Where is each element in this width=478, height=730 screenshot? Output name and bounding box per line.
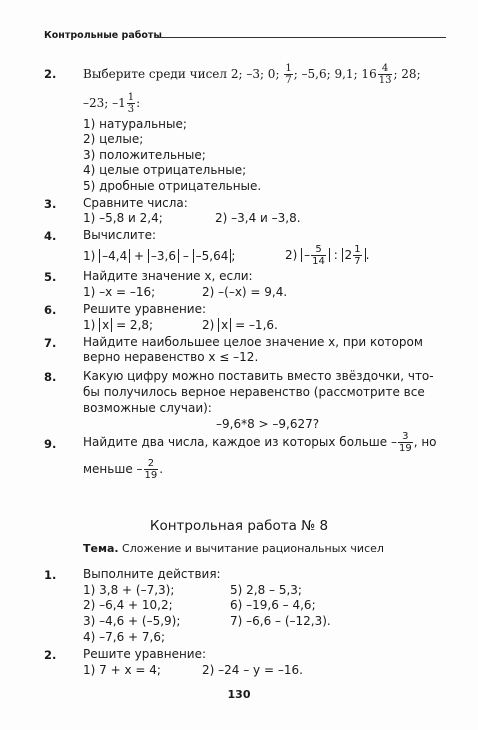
task-text: 6) –19,6 – 4,6;	[230, 598, 316, 612]
task-text: 1) –5,8 и 2,4;	[83, 211, 163, 225]
task-text: 2) –24 – y = –16.	[202, 663, 303, 677]
task-text: 2) –3,4 и –3,8.	[215, 211, 301, 225]
task-text: 2) – $\frac{5}{14}$ : 2 $\frac{1}{7}$ .	[285, 244, 370, 267]
task-text: 7) –6,6 – (–12,3).	[230, 614, 331, 628]
task-number: 6.	[44, 303, 57, 317]
task-text: Решите уравнение:	[83, 302, 207, 316]
task-text: Найдите значение x, если:	[83, 269, 253, 283]
task-text: 2) –(–x) = 9,4.	[202, 285, 288, 299]
fraction: $\frac{5}{14}$	[312, 244, 325, 267]
task-text: 1) 7 + x = 4;	[83, 663, 161, 677]
task-text: Решите уравнение:	[83, 647, 207, 661]
task-number: 2.	[44, 648, 57, 662]
task-number: 2.	[44, 67, 57, 81]
section-title: Контрольная работа № 8	[149, 518, 329, 534]
header-rule	[155, 37, 446, 38]
task-number: 9.	[44, 437, 57, 451]
option: 1) натуральные;	[83, 117, 187, 131]
task-number: 8.	[44, 370, 57, 384]
page-number: 130	[227, 688, 251, 701]
running-header: Контрольные работы	[44, 30, 163, 41]
option: 2) целые;	[83, 132, 144, 146]
fraction: $\frac{4}{13}$	[378, 63, 392, 86]
task-number: 5.	[44, 270, 57, 284]
task-text: Какую цифру можно поставить вместо звёздочки, что-	[83, 369, 434, 383]
fraction: $\frac{3}{19}$	[398, 431, 412, 454]
fraction: $\frac{1}{7}$	[354, 244, 361, 267]
task-text: меньше – $\frac{2}{19}$ .	[83, 458, 164, 481]
task-number: 7.	[44, 336, 57, 350]
option: 4) целые отрицательные;	[83, 163, 247, 177]
task-text: 1) x = 2,8;	[83, 318, 154, 332]
task-text: –23; –1 $\frac{1}{3}$ :	[83, 92, 141, 115]
task-text: 1) –4,4 + –3,6 – –5,64 ;	[83, 249, 236, 263]
task-text: Выполните действия:	[83, 567, 221, 581]
task-text: 5) 2,8 – 5,3;	[230, 583, 302, 597]
task-text: бы получилось верное неравенство (рассмотрите все	[83, 385, 425, 399]
task-text: Выберите среди чисел 2; –3; 0; $\frac{1}{7}$ ; –5,6; 9,1; 16 $\frac{4}{13}$ ; 28;	[83, 63, 421, 86]
task-text: 1) –x = –16;	[83, 285, 156, 299]
option: 5) дробные отрицательные.	[83, 179, 262, 193]
fraction: $\frac{1}{7}$	[285, 63, 292, 86]
section-topic: Тема. Сложение и вычитание рациональных чисел	[83, 542, 384, 555]
task-number: 4.	[44, 229, 57, 243]
task-text: верно неравенство x ≤ –12.	[83, 350, 259, 364]
task-text: возможные случаи):	[83, 401, 212, 415]
task-text: 1) 3,8 + (–7,3);	[83, 583, 175, 597]
task-number: 1.	[44, 568, 57, 582]
task-text: Найдите наибольшее целое значение x, при котором	[83, 335, 423, 349]
task-text: 4) –7,6 + 7,6;	[83, 630, 166, 644]
task-text: 2) x = –1,6.	[202, 318, 278, 332]
fraction: $\frac{2}{19}$	[144, 458, 158, 481]
task-text: 3) –4,6 + (–5,9);	[83, 614, 181, 628]
fraction: $\frac{1}{3}$	[127, 92, 135, 115]
task-text: 2) –6,4 + 10,2;	[83, 598, 173, 612]
task-text: Найдите два числа, каждое из которых больше – $\frac{3}{19}$ , но	[83, 431, 437, 454]
task-text: Сравните числа:	[83, 196, 188, 210]
inequality: –9,6*8 > –9,627?	[216, 417, 320, 431]
task-text: Вычислите:	[83, 228, 157, 242]
option: 3) положительные;	[83, 148, 206, 162]
task-number: 3.	[44, 197, 57, 211]
